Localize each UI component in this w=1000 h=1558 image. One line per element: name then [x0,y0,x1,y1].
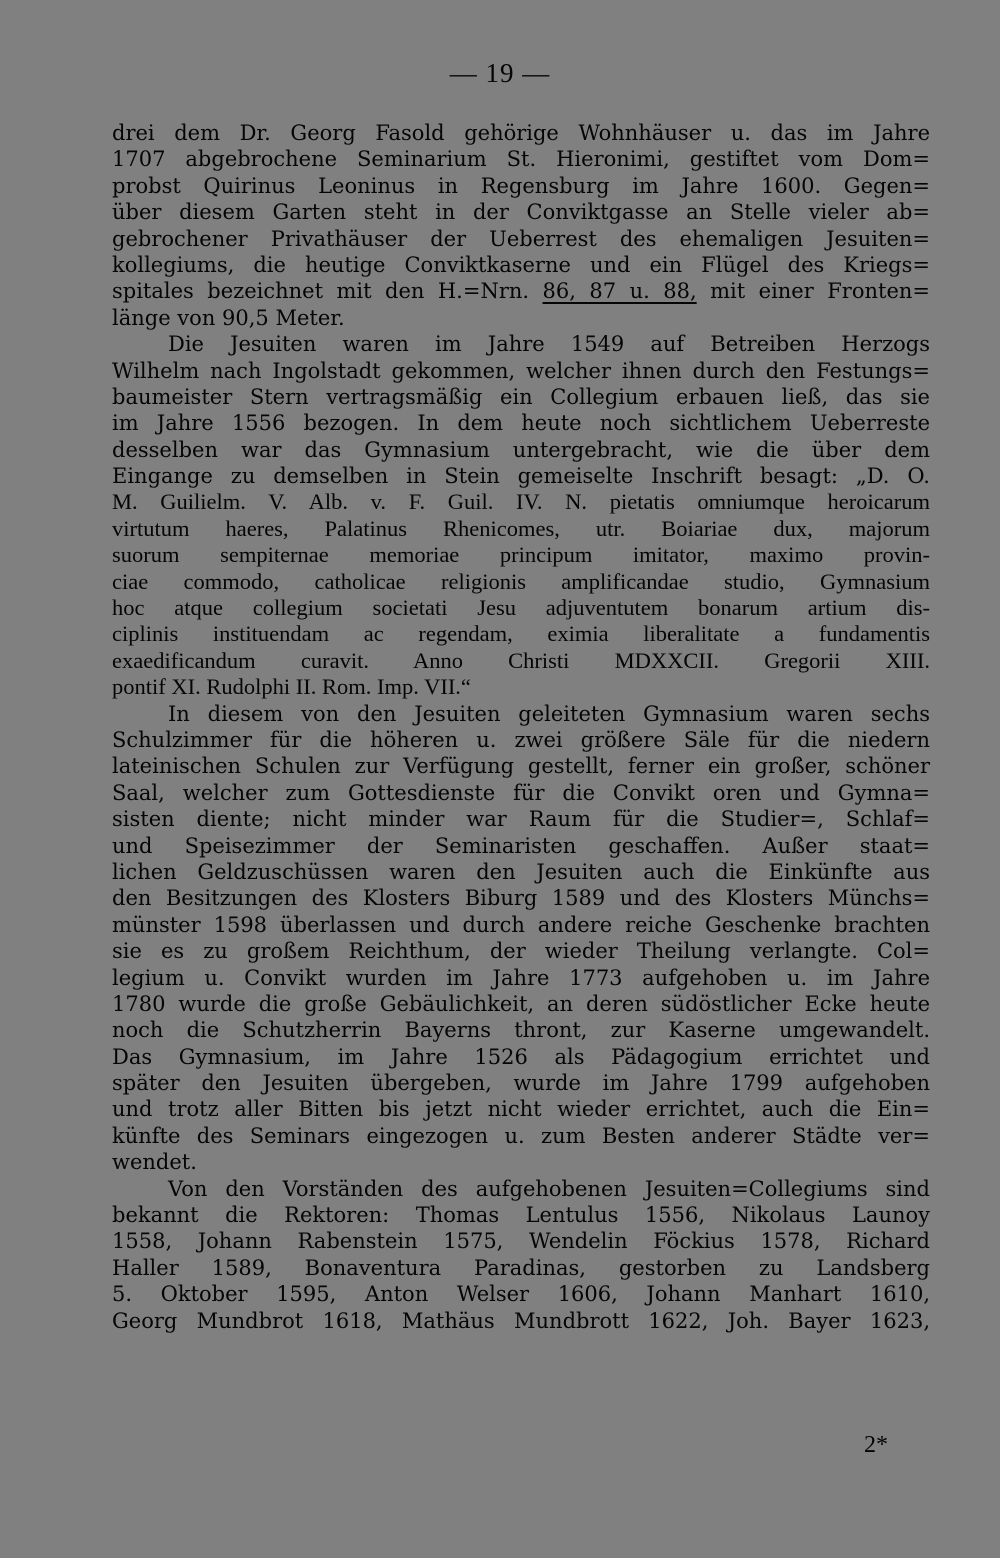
text-line: desselben war das Gymnasium untergebracht, wie die über dem [112,437,930,462]
text-line: noch die Schutzherrin Bayerns thront, zur Kaserne umgewandelt. [112,1018,930,1043]
text-line: suorum sempiternae memoriae principum imitator, maximo provin- [112,542,930,568]
text-line: drei dem Dr. Georg Fasold gehörige Wohnhäuser u. das im Jahre [112,121,930,145]
text-line: über diesem Garten steht in der Conviktgasse an Stelle vieler ab= [112,200,930,225]
text-line: baumeister Stern vertragsmäßig ein Collegium erbauen ließ, das sie [112,384,930,409]
text-line: ciplinis instituendam ac regendam, eximia liberalitate a fundamentis [112,621,930,647]
text-line: hoc atque collegium societati Jesu adjuventutem bonarum artium dis- [112,595,930,621]
text-line: probst Quirinus Leoninus in Regensburg im Jahre 1600. Gegen= [112,173,930,198]
text-line: 1780 wurde die große Gebäulichkeit, an deren südöstlicher Ecke heute [112,991,930,1016]
text-line: kollegiums, die heutige Conviktkaserne und ein Flügel des Kriegs= [112,252,930,277]
text-line: sisten diente; nicht minder war Raum für die Studier=, Schlaf= [112,807,930,832]
text-line: sie es zu großem Reichthum, der wieder Theilung verlangte. Col= [112,939,930,964]
text-line: spitales bezeichnet mit den H.=Nrn. 86, 87 u. 88, mit einer Fronten= [112,279,931,304]
text-line: münster 1598 überlassen und durch andere reiche Geschenke brachten [112,912,930,937]
text-line: Die Jesuiten waren im Jahre 1549 auf Betreiben Herzogs [168,332,930,357]
text-line: gebrochener Privathäuser der Ueberrest des ehemaligen Jesuiten= [112,226,930,251]
text-line: 1558, Johann Rabenstein 1575, Wendelin Föckius 1578, Richard [112,1229,930,1254]
text-line: legium u. Convikt wurden im Jahre 1773 aufgehoben u. im Jahre [112,965,930,990]
text-line: und trotz aller Bitten bis jetzt nicht wieder errichtet, auch die Ein= [112,1097,930,1122]
text-line: Von den Vorständen des aufgehobenen Jesuiten=Collegiums sind [168,1176,930,1201]
text-line: 1707 abgebrochene Seminarium St. Hieronimi, gestiftet vom Dom= [112,147,930,172]
text-line: Saal, welcher zum Gottesdienste für die Convikt oren und Gymna= [112,780,930,805]
text-line: In diesem von den Jesuiten geleiteten Gymnasium waren sechs [168,701,930,726]
body-text [112,120,930,1334]
text-line: wendet. [112,1150,197,1175]
text-line: später den Jesuiten übergeben, wurde im Jahre 1799 aufgehoben [112,1071,930,1096]
text-line: M. Guilielm. V. Alb. v. F. Guil. IV. N. pietatis omniumque heroicarum [112,489,930,515]
text-line: den Besitzungen des Klosters Biburg 1589 und des Klosters Münchs= [112,886,930,911]
text-line: virtutum haeres, Palatinus Rhenicomes, utr. Boiariae dux, majorum [112,515,930,541]
text-line: und Speisezimmer der Seminaristen geschaffen. Außer staat= [112,833,930,858]
text-line: lateinischen Schulen zur Verfügung gestellt, ferner ein großer, schöner [112,754,930,779]
text-line: exaedificandum curavit. Anno Christi MDXXCII. Gregorii XIII. [112,647,930,673]
text-line: Georg Mundbrot 1618, Mathäus Mundbrott 1622, Joh. Bayer 1623, [112,1308,930,1333]
text-line: ciae commodo, catholicae religionis amplificandae studio, Gymnasium [112,568,930,594]
signature-mark: 2* [864,1432,888,1458]
text-line: Wilhelm nach Ingolstadt gekommen, welcher ihnen durch den Festungs= [112,358,930,383]
text-line: bekannt die Rektoren: Thomas Lentulus 1556, Nikolaus Launoy [112,1203,930,1228]
text-line: im Jahre 1556 bezogen. In dem heute noch sichtlichem Ueberreste [112,411,930,436]
text-line: länge von 90,5 Meter. [112,305,345,330]
text-line: pontif XI. Rudolphi II. Rom. Imp. VII.“ [112,674,471,700]
text-line: künfte des Seminars eingezogen u. zum Besten anderer Städte ver= [112,1123,930,1148]
text-line: Haller 1589, Bonaventura Paradinas, gestorben zu Landsberg [112,1255,930,1280]
text-line: Schulzimmer für die höheren u. zwei größere Säle für die niedern [112,727,930,752]
page-number: — 19 — [449,58,551,88]
text-line: 5. Oktober 1595, Anton Welser 1606, Johann Manhart 1610, [112,1282,930,1307]
text-line: lichen Geldzuschüssen waren den Jesuiten auch die Einkünfte aus [112,859,930,884]
text-line: Das Gymnasium, im Jahre 1526 als Pädagogium errichtet und [112,1044,930,1069]
text-line: Eingange zu demselben in Stein gemeiselte Inschrift besagt: „D. O. [112,464,930,489]
